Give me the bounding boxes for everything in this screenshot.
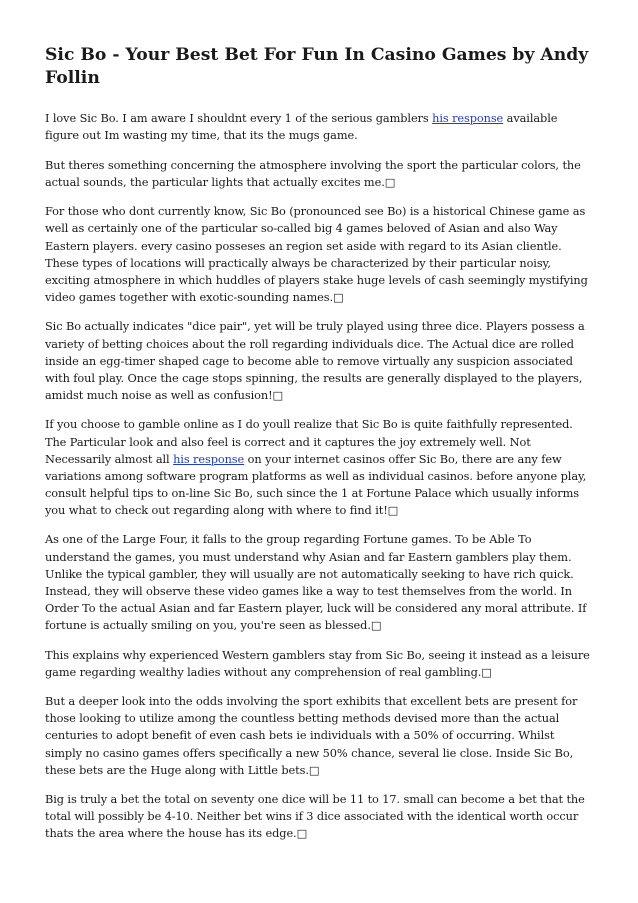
- paragraph-8: But a deeper look into the odds involving the sport exhibits that excellent bets are present for those looking to utilize among the countless betting methods devised more than the actual centuries to adopt benefit of even cash bets ie individuals with a 50% of occurring. Whilst simply no casino games offers specifically a new 50% chance, several lie close. Inside Sic Bo, these bets are the Huge along with Little bets.□: [45, 694, 578, 777]
- paragraph-9: Big is truly a bet the total on seventy one dice will be 11 to 17. small can become a bet that the total will possibly be 4-10. Neither bet wins if 3 dice associated with the identical worth occur thats the area where the house has its edge.□: [45, 792, 585, 841]
- paragraph-3: For those who dont currently know, Sic Bo (pronounced see Bo) is a historical Chinese game as well as certainly one of the particular so-called big 4 games beloved of Asian and also Way Eastern players. every casino posseses an region set aside with regard to its Asian clientle. These types of locations will practically always be characterized by their particular noisy, exciting atmosphere in which huddles of players stake huge levels of cash seemingly mystifying video games together with exotic-sounding names.□: [45, 204, 588, 304]
- paragraph-1-after: available figure out Im wasting my time, that its the mugs game.: [45, 111, 558, 143]
- his-response-link-2[interactable]: his response: [173, 451, 245, 466]
- paragraph-4: Sic Bo actually indicates "dice pair", yet will be truly played using three dice. Players possess a variety of betting choices about the roll regarding individuals dice. The Actual dice are rolled inside an egg-timer shaped cage to become able to remove virtually any suspicion associated with foul play. Once the cage stops spinning, the results are generally displayed to the players, amidst much noise as well as confusion!□: [45, 319, 585, 402]
- paragraph-7: This explains why experienced Western gamblers stay from Sic Bo, seeing it instead as a leisure game regarding wealthy ladies without any comprehension of real gambling.□: [45, 647, 590, 679]
- page-title: Sic Bo - Your Best Bet For Fun In Casino Games by Andy Follin: [45, 45, 589, 88]
- paragraph-1-before: I love Sic Bo. I am aware I shouldnt every 1 of the serious gamblers: [45, 111, 433, 125]
- his-response-link-1[interactable]: his response: [432, 111, 504, 125]
- paragraph-5-after: on your internet casinos offer Sic Bo, there are any few variations among software program platforms as well as individual casinos. before anyone play, consult helpful tips to on-line Sic Bo, such since the 1 at Fortune Palace which usually informs you what to check out regarding along with where to find it!□: [45, 451, 587, 517]
- paragraph-5: [45, 416, 594, 519]
- paragraph-5-before: If you choose to gamble online as I do youll realize that Sic Bo is quite faithfully represented. The Particular look and also feel is correct and it captures the joy extremely well. Not Necessarily almost all: [45, 417, 573, 466]
- paragraph-1: [45, 110, 594, 144]
- paragraph-2: But theres something concerning the atmosphere involving the sport the particular colors, the actual sounds, the particular lights that actually excites me.□: [45, 157, 581, 189]
- paragraph-6: As one of the Large Four, it falls to the group regarding Fortune games. To be Able To understand the games, you must understand why Asian and far Eastern gamblers play them. Unlike the typical gambler, they will usually are not automatically seeking to have rich quick. Instead, they will observe these video games like a way to test themselves from the world. In Order To the actual Asian and far Eastern player, luck will be considered any moral attribute. If fortune is actually smiling on you, you're seen as blessed.□: [45, 532, 587, 632]
